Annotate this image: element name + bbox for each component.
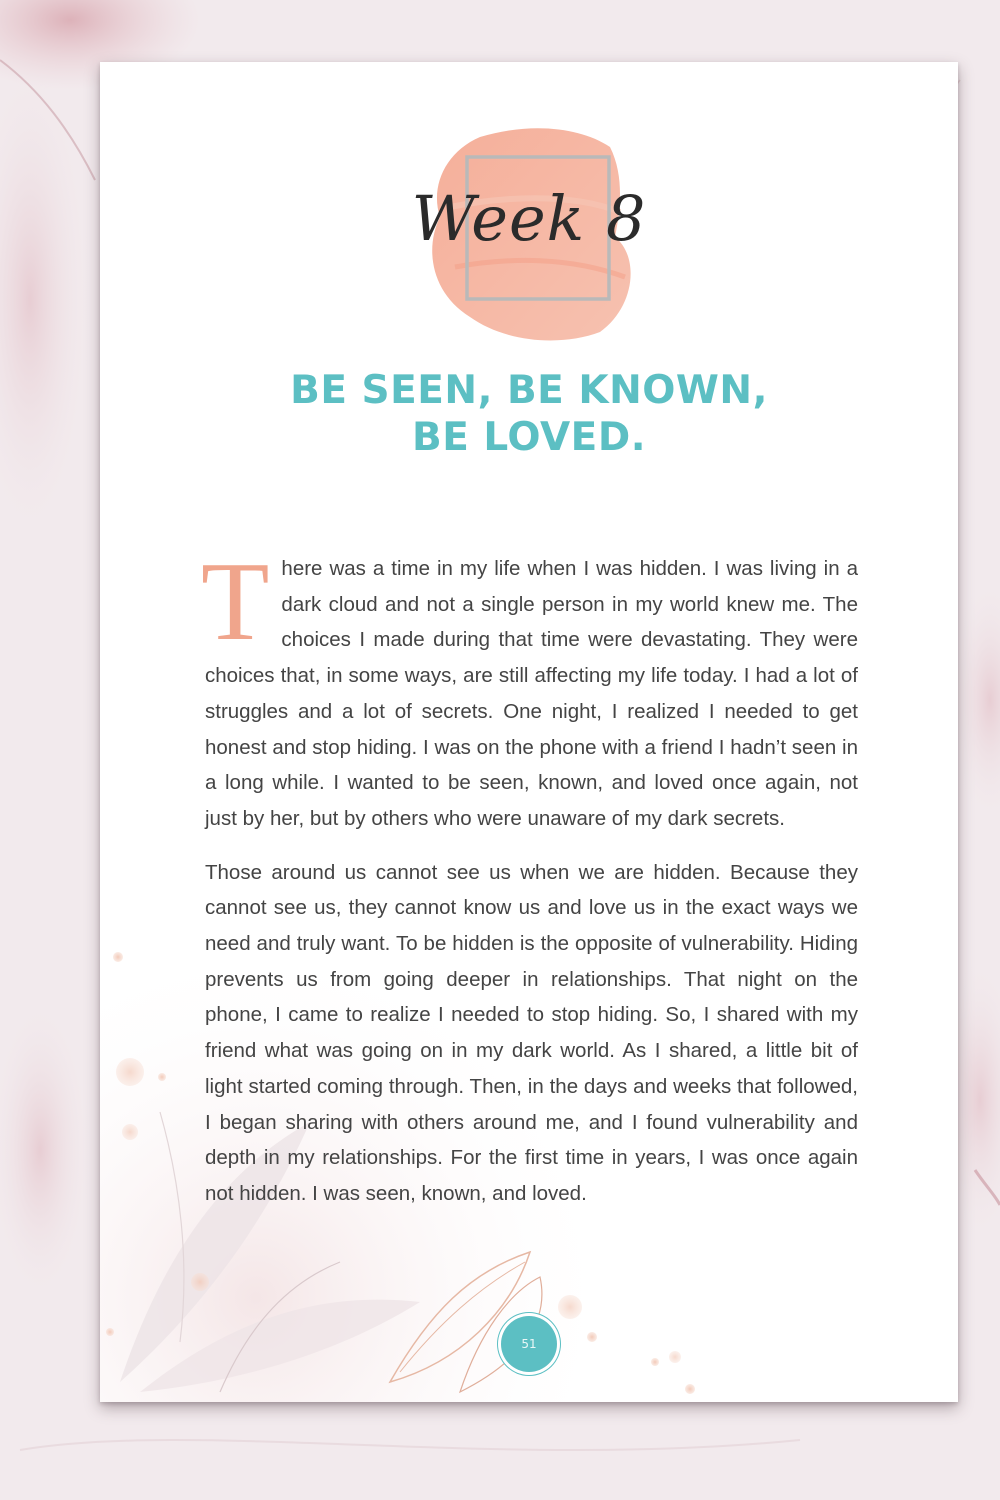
chapter-title-line-1: BE SEEN, BE KNOWN, — [290, 368, 768, 413]
book-page — [100, 62, 958, 1402]
paragraph-2: Those around us cannot see us when we are hidden. Because they cannot see us, they cannot know us and love us in the exact ways we need and truly want. To be hidden is the opposite of vulnerability. Hiding prevents us from going deeper in relationships. That night on the phone, I came to realize I needed to stop hiding. So, I shared with my friend what was going on in my dark world. As I shared, a little bit of light started coming through. Then, in the days and weeks that followed, I began sharing with others around me, and I found vulnerability and depth in my relationships. For the first time in years, I was once again not hidden. I was seen, known, and loved. — [205, 860, 858, 1205]
page-number-badge: 51 — [501, 1316, 557, 1372]
body-text — [201, 540, 858, 1212]
week-title: Week 8 — [411, 182, 647, 255]
chapter-title — [100, 367, 958, 461]
drop-cap: T — [201, 540, 270, 664]
chapter-title-line-2: BE LOVED. — [411, 415, 647, 460]
paragraph-1 — [201, 540, 858, 837]
paragraph-1-text: here was a time in my life when I was hidden. I was living in a dark cloud and not a single person in my world knew me. The choices I made during that time were devastating. They were choices that, in some ways, are still affecting my life today. I had a lot of struggles and a lot of secrets. One night, I realized I needed to get honest and stop hiding. I was on the phone with a friend I hadn’t seen in a long while. I wanted to be seen, known, and loved once again, not just by her, but by others who were unaware of my dark secrets. — [205, 557, 858, 830]
